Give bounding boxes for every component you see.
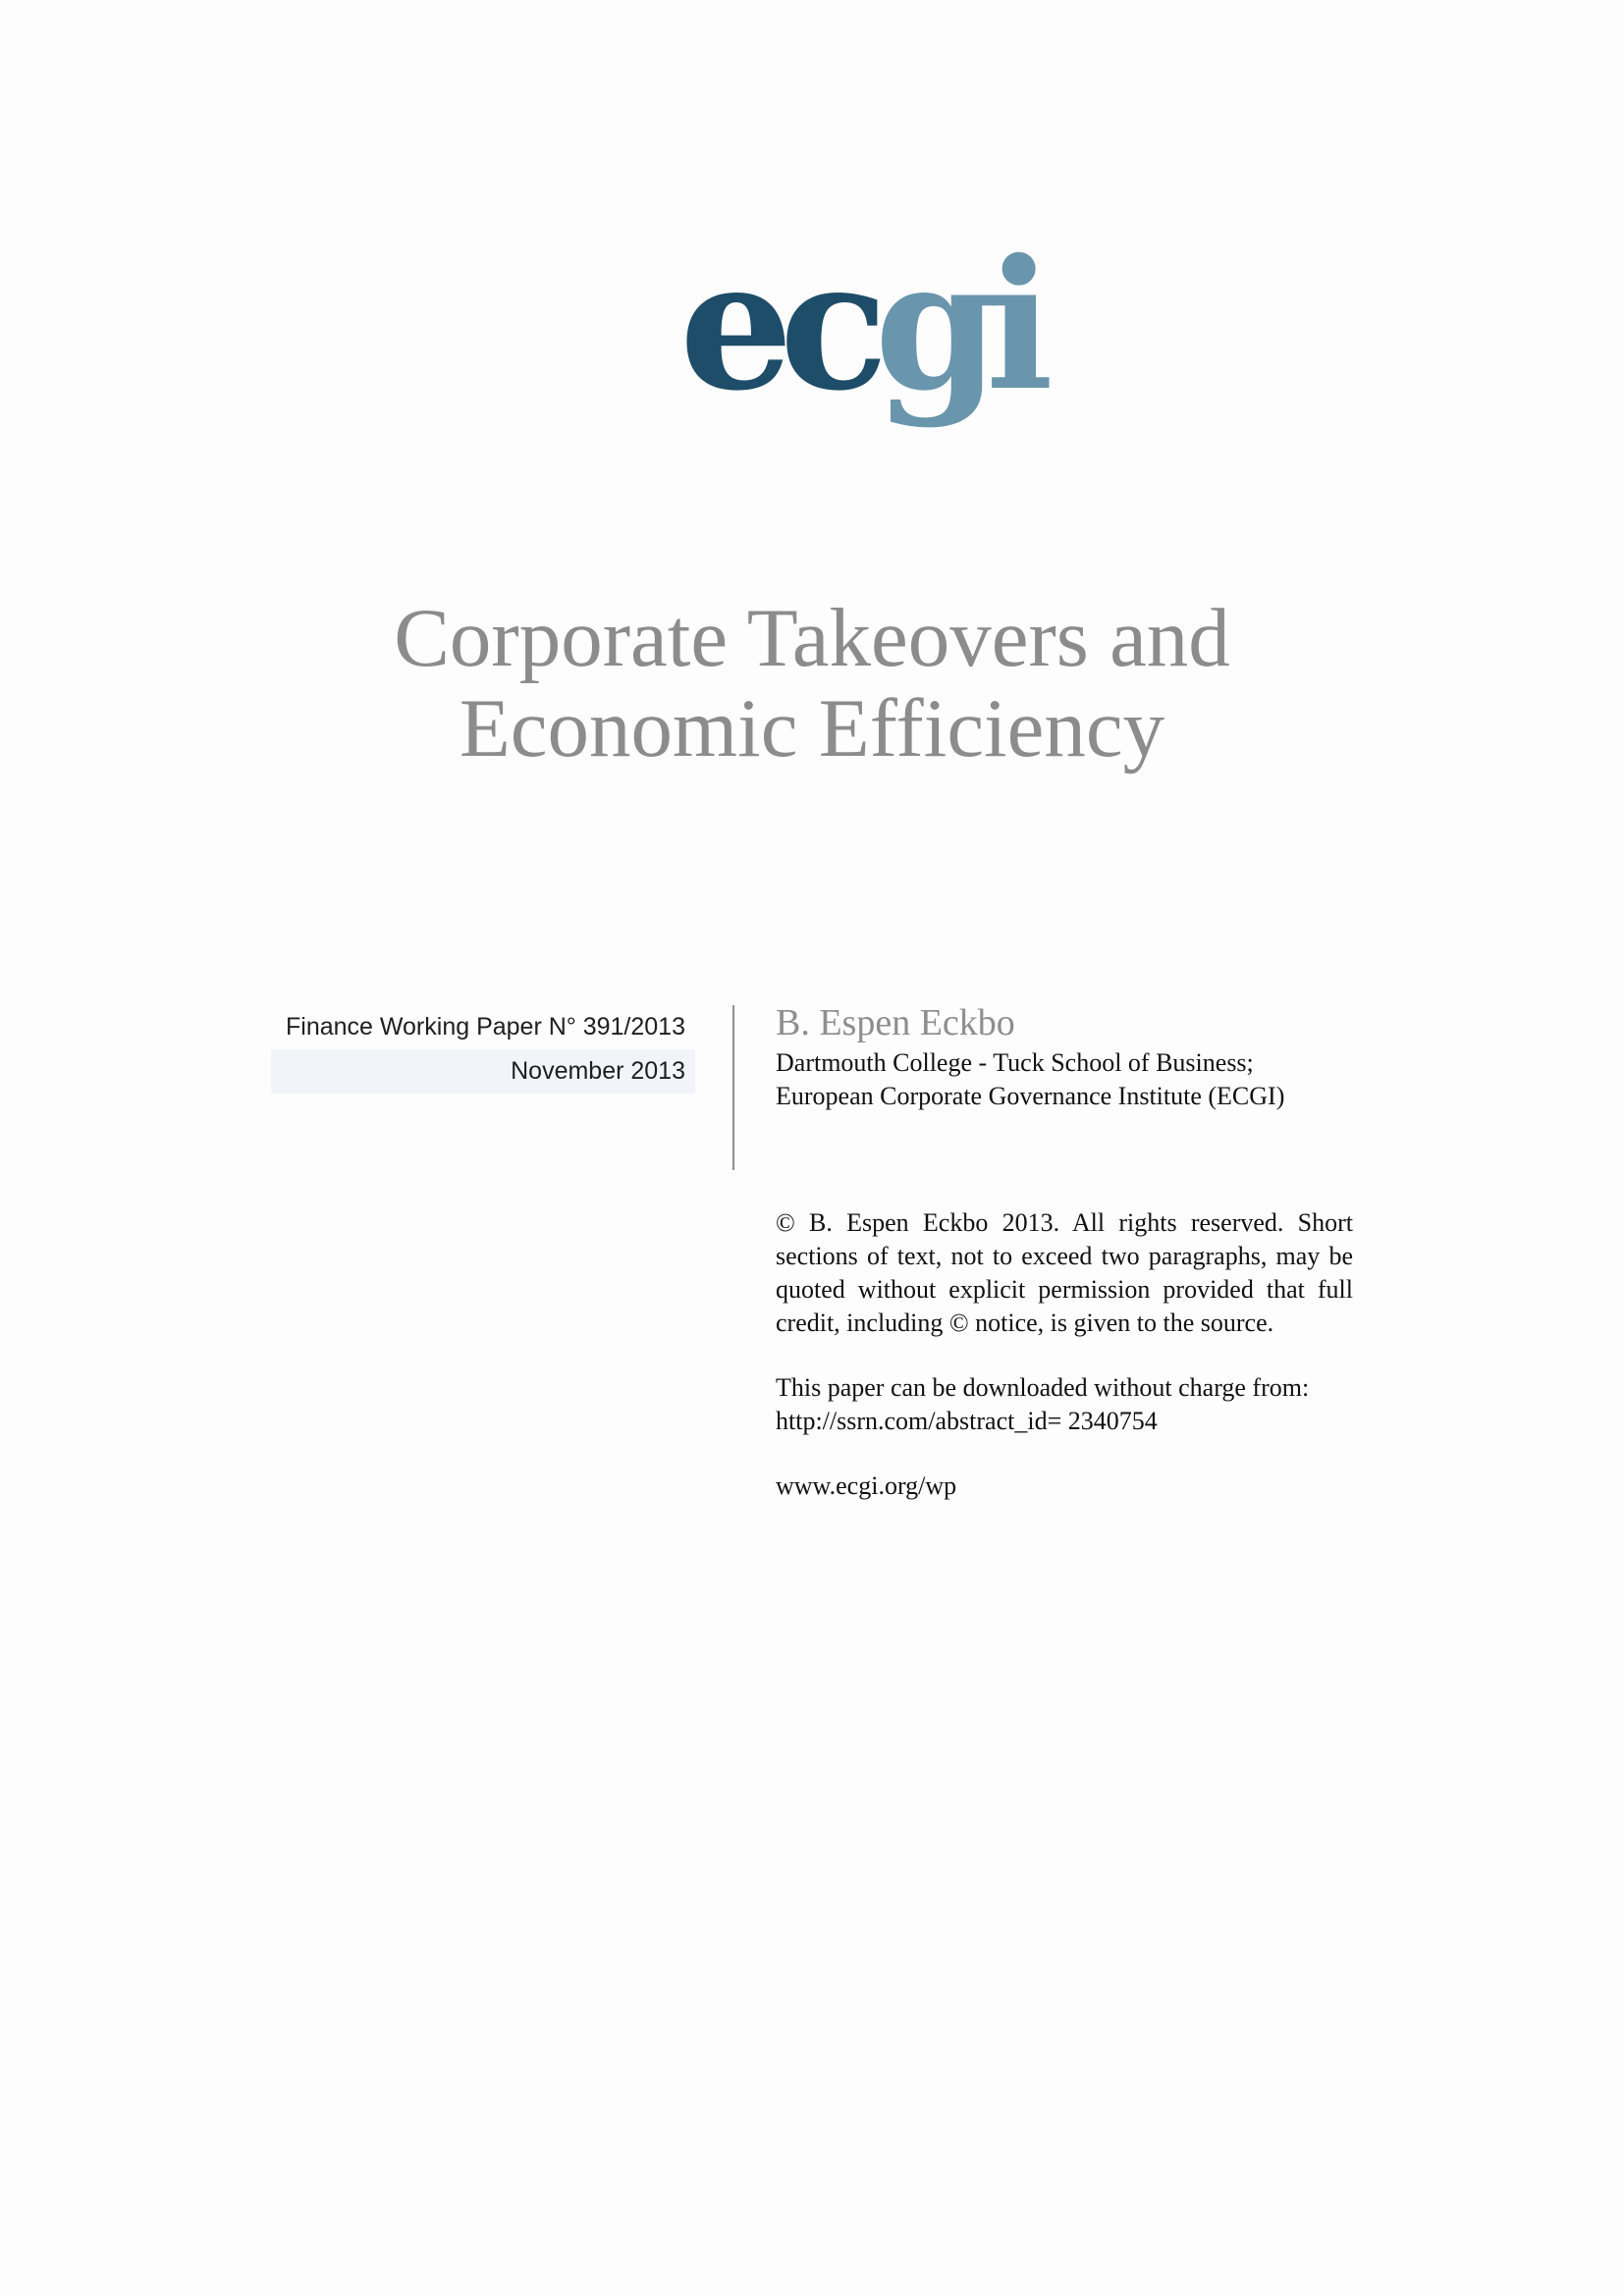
author-block [776, 999, 1384, 1113]
author-affiliation-1: Dartmouth College - Tuck School of Business; [776, 1048, 1254, 1077]
paper-title [295, 593, 1329, 774]
download-text: This paper can be downloaded without charge from: [776, 1373, 1310, 1402]
ecgi-logo [679, 220, 1041, 432]
series-number: Finance Working Paper N° 391/2013 [286, 1013, 685, 1041]
download-info [776, 1371, 1353, 1438]
notice-block [776, 1206, 1353, 1503]
author-name: B. Espen Eckbo [776, 1002, 1015, 1043]
copyright-notice: © B. Espen Eckbo 2013. All rights reserved. Short sections of text, not to exceed two paragraphs, may be quoted without explicit permission provided that full credit, including © notice, is given to the source. [776, 1208, 1353, 1337]
vertical-divider [732, 1005, 734, 1170]
ssrn-link[interactable]: http://ssrn.com/abstract_id= 2340754 [776, 1407, 1158, 1435]
title-line-1: Corporate Takeovers and [394, 592, 1230, 684]
website-link[interactable]: www.ecgi.org/wp [776, 1471, 957, 1500]
paper-meta [271, 1005, 695, 1094]
logo-text-dark: ec [679, 220, 875, 430]
logo-text-light: gi [874, 220, 1041, 430]
title-line-2: Economic Efficiency [459, 682, 1165, 774]
author-affiliation-2: European Corporate Governance Institute (ECGI) [776, 1082, 1285, 1110]
publication-date: November 2013 [271, 1049, 695, 1094]
